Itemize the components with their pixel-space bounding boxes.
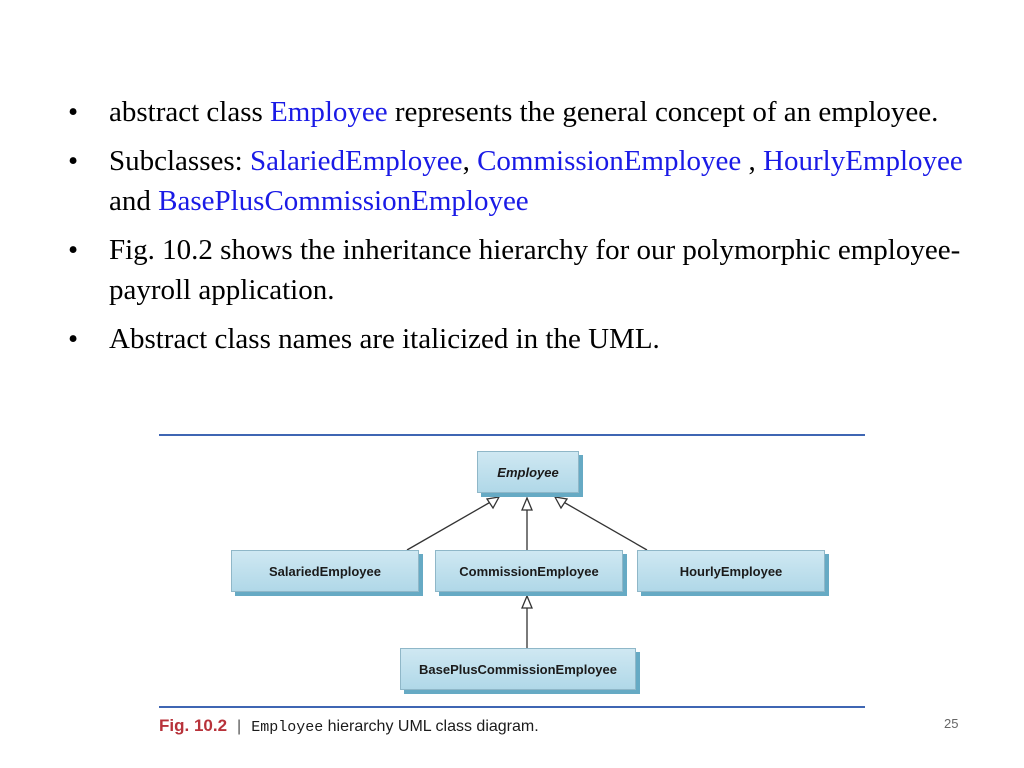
text-run: Subclasses:	[109, 145, 250, 177]
text-run: ,	[741, 145, 764, 177]
class-name-employee: Employee	[497, 464, 559, 480]
bullet-text	[109, 145, 963, 217]
arrow-line-salaried	[407, 500, 494, 550]
highlighted-term: SalariedEmployee	[249, 145, 463, 177]
class-name-commission-employee: CommissionEmployee	[459, 563, 599, 579]
bullet-item	[62, 141, 982, 221]
class-box-base-plus-commission-employee	[400, 648, 636, 690]
arrowhead-hourly	[555, 497, 567, 508]
caption-code: Employee	[251, 719, 324, 736]
text-run: abstract class	[109, 96, 271, 128]
class-box-commission-employee	[435, 550, 623, 592]
bullet-item	[62, 92, 982, 132]
bullet-item	[62, 319, 982, 359]
bullet-text	[109, 323, 660, 355]
highlighted-term: CommissionEmployee	[477, 145, 742, 177]
caption-text: hierarchy UML class diagram.	[323, 718, 539, 735]
bullet-text	[109, 234, 960, 306]
bullet-dot: •	[68, 234, 79, 266]
text-run: ,	[462, 145, 478, 177]
bullet-dot: •	[68, 323, 79, 355]
figure-caption	[159, 716, 539, 736]
arrowhead-commission	[522, 498, 532, 510]
class-box-salaried-employee	[231, 550, 419, 592]
highlighted-term: HourlyEmployee	[763, 145, 963, 177]
bullet-list	[62, 92, 982, 368]
arrowhead-salaried	[487, 497, 499, 508]
caption-separator: |	[237, 718, 242, 735]
class-box-employee	[477, 451, 579, 493]
arrowhead-baseplus	[522, 596, 532, 608]
text-run: Abstract class names are italicized in the UML.	[109, 323, 660, 355]
figure-bottom-rule	[159, 706, 865, 708]
bullet-text	[109, 96, 938, 128]
text-run: represents the general concept of an employee.	[387, 96, 939, 128]
page-number: 25	[944, 716, 959, 731]
bullet-dot: •	[68, 145, 79, 177]
uml-figure	[155, 428, 865, 748]
bullet-dot: •	[68, 96, 79, 128]
class-name-salaried-employee: SalariedEmployee	[269, 563, 381, 579]
highlighted-term: BasePlusCommissionEmployee	[158, 185, 529, 217]
class-name-hourly-employee: HourlyEmployee	[679, 563, 783, 579]
text-run: and	[109, 185, 159, 217]
class-box-hourly-employee	[637, 550, 825, 592]
caption-fig-label: Fig. 10.2	[159, 716, 228, 735]
class-name-base-plus-commission-employee: BasePlusCommissionEmployee	[419, 661, 617, 677]
bullet-item	[62, 230, 982, 310]
highlighted-term: Employee	[270, 96, 388, 128]
arrow-line-hourly	[560, 500, 647, 550]
text-run: Fig. 10.2 shows the inheritance hierarchy for our polymorphic employee-payroll application.	[109, 234, 961, 306]
